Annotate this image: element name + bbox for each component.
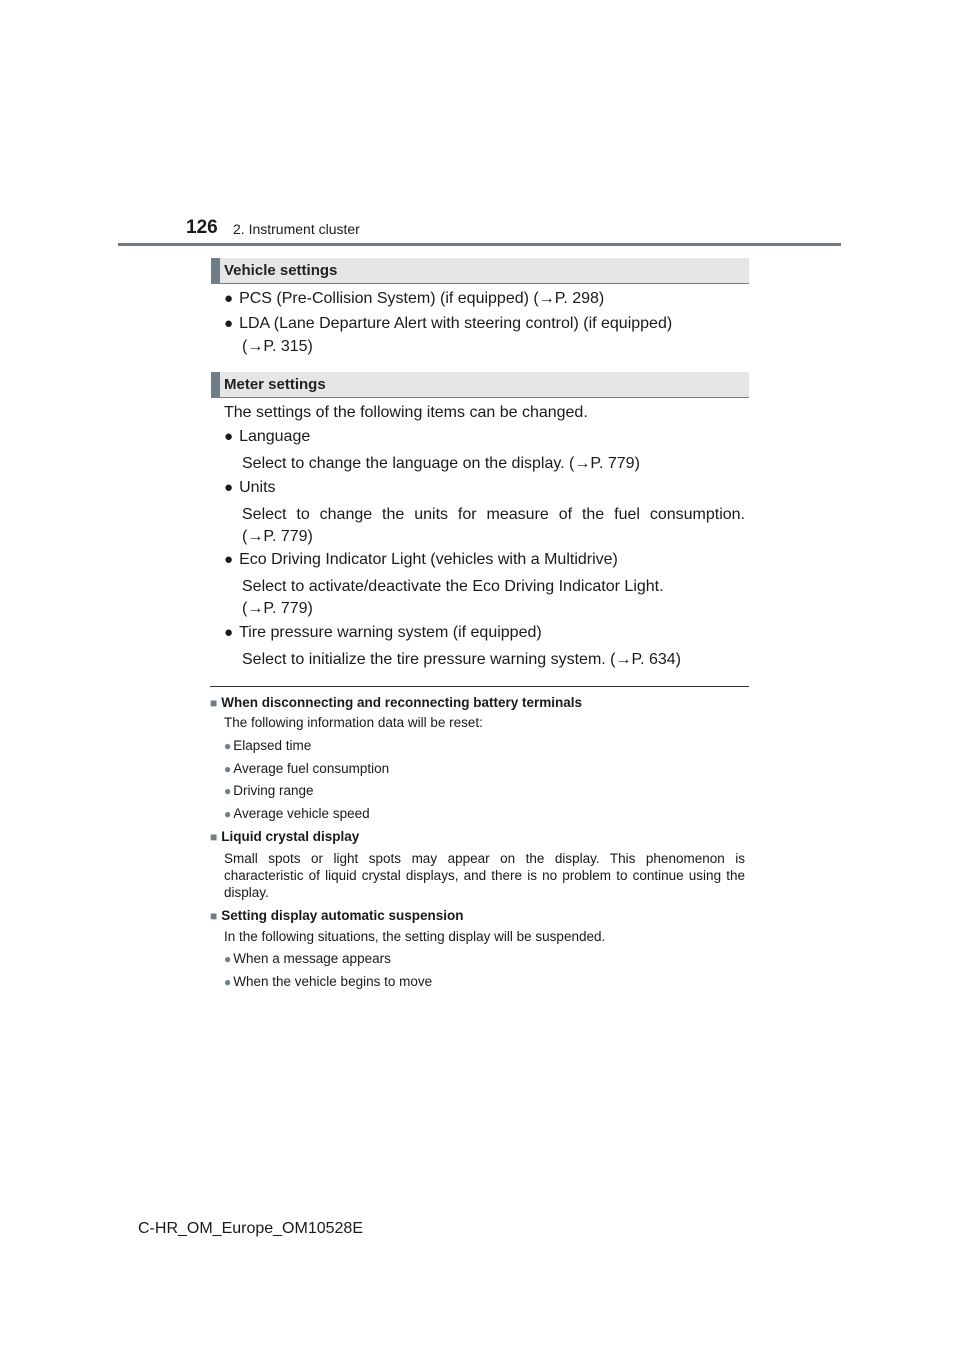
- bullet-icon: ●: [224, 975, 232, 989]
- list-item: ● PCS (Pre-Collision System) (if equipped) (→P. 298): [224, 290, 605, 307]
- list-item: ● Tire pressure warning system (if equipped): [224, 624, 542, 641]
- note-text: The following information data will be reset:: [224, 715, 483, 730]
- list-item: ● LDA (Lane Departure Alert with steering control) (if equipped): [224, 315, 673, 332]
- square-marker-icon: ■: [210, 830, 218, 844]
- item-description: Select to activate/deactivate the Eco Driving Indicator Light.: [242, 578, 664, 595]
- chapter-title: 2. Instrument cluster: [233, 221, 360, 237]
- note-heading: ■ Setting display automatic suspension: [210, 908, 464, 923]
- bullet-icon: ●: [224, 762, 232, 776]
- bullet-icon: ●: [224, 952, 232, 966]
- note-text: In the following situations, the setting display will be suspended.: [224, 929, 606, 944]
- list-item: ● Driving range: [224, 783, 314, 798]
- page-reference: (→P. 779): [242, 600, 313, 617]
- bullet-icon: ●: [224, 290, 234, 307]
- square-marker-icon: ■: [210, 696, 218, 710]
- notes-divider: [210, 686, 749, 687]
- list-item: ● Eco Driving Indicator Light (vehicles with a Multidrive): [224, 551, 618, 568]
- list-item: ● Average fuel consumption: [224, 761, 390, 776]
- section-title: Vehicle settings: [224, 262, 338, 279]
- list-item: ● Units: [224, 479, 276, 496]
- bullet-icon: ●: [224, 807, 232, 821]
- note-heading: ■ Liquid crystal display: [210, 829, 360, 844]
- note-heading: ■ When disconnecting and reconnecting battery terminals: [210, 695, 583, 710]
- list-item: ● Elapsed time: [224, 738, 312, 753]
- list-item: ● Language: [224, 428, 311, 445]
- section-title: Meter settings: [224, 376, 326, 393]
- intro-text: The settings of the following items can be changed.: [224, 404, 588, 421]
- bullet-icon: ●: [224, 315, 234, 332]
- note-text: Small spots or light spots may appear on the display. This phenomenon is characteristic of liquid crystal displays, and there is no problem to continue using the display.: [224, 851, 745, 900]
- item-description: Select to initialize the tire pressure warning system. (→P. 634): [242, 651, 682, 668]
- list-item: ● When a message appears: [224, 951, 391, 966]
- bullet-icon: ●: [224, 479, 234, 496]
- page-reference: (→P. 315): [242, 338, 313, 355]
- section-heading-meter-settings: [211, 372, 749, 398]
- page-number: 126: [186, 217, 218, 238]
- bullet-icon: ●: [224, 624, 234, 641]
- section-heading-vehicle-settings: [211, 258, 749, 284]
- item-description: Select to change the units for measure of the fuel consumption.: [242, 506, 745, 523]
- square-marker-icon: ■: [210, 909, 218, 923]
- document-footer: C-HR_OM_Europe_OM10528E: [138, 1220, 363, 1237]
- header-divider: [118, 243, 841, 246]
- page-reference: (→P. 779): [242, 528, 313, 545]
- bullet-icon: ●: [224, 739, 232, 753]
- list-item: ● Average vehicle speed: [224, 806, 370, 821]
- item-description: Select to change the language on the display. (→P. 779): [242, 455, 640, 472]
- bullet-icon: ●: [224, 428, 234, 445]
- bullet-icon: ●: [224, 551, 234, 568]
- bullet-icon: ●: [224, 784, 232, 798]
- list-item: ● When the vehicle begins to move: [224, 974, 433, 989]
